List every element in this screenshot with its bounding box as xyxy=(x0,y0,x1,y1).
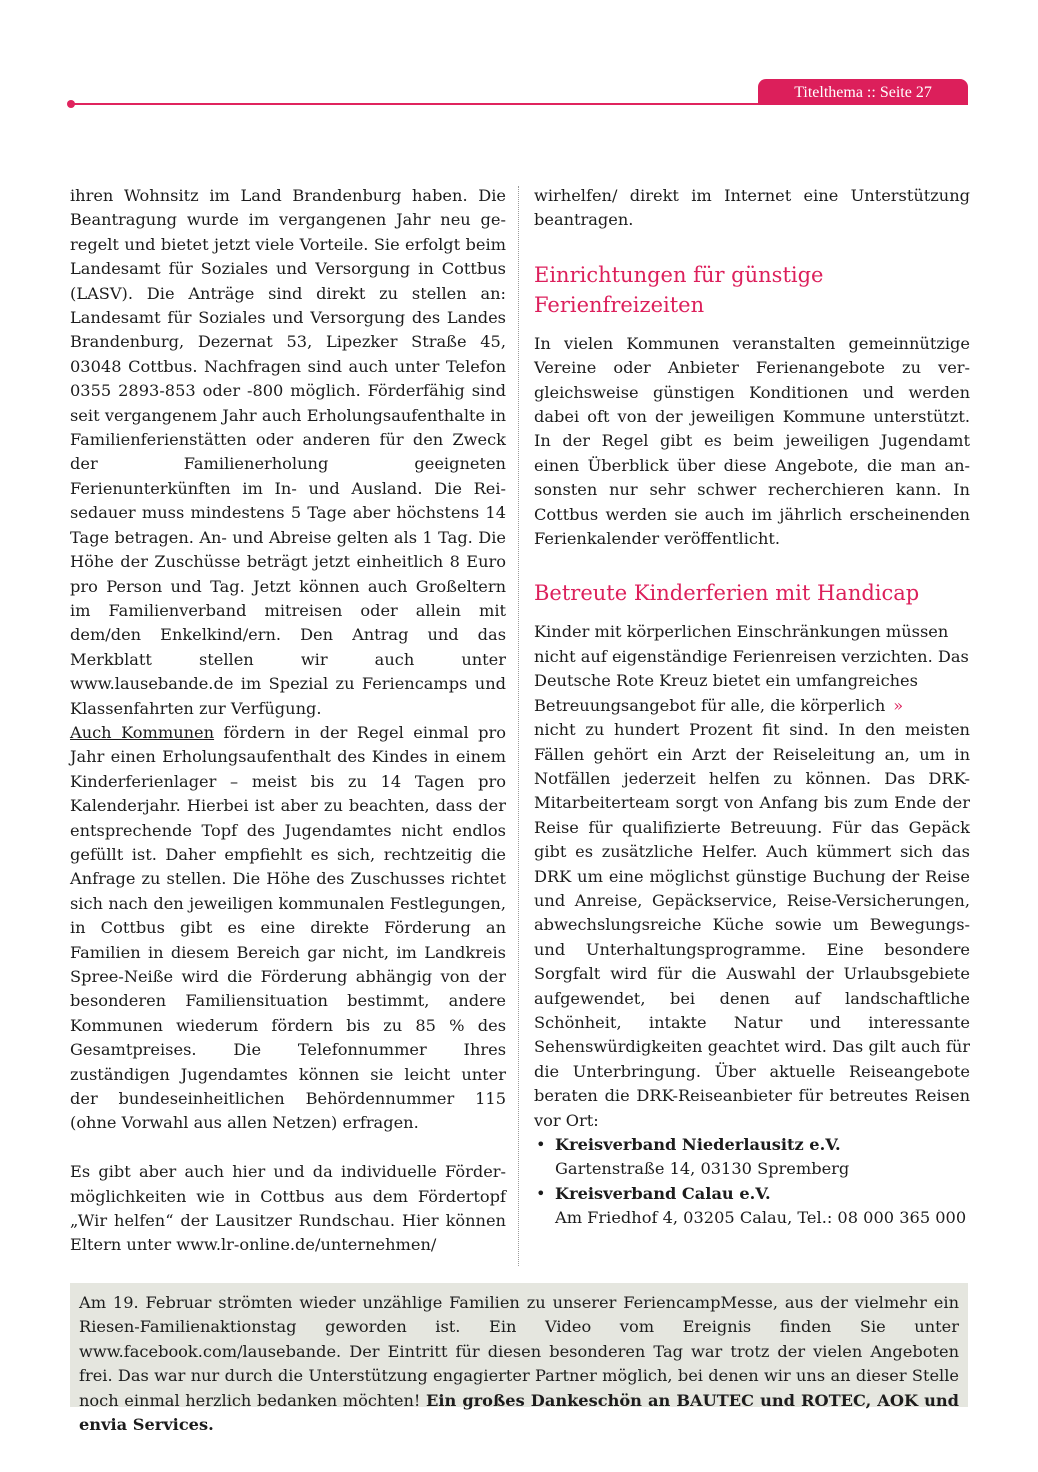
contact-address: Gartenstraße 14, 03130 Spremberg xyxy=(555,1159,850,1179)
paragraph-kommunen-body: fördern in der Regel einmal pro Jahr einen Erholungsaufenthalt des Kindes in einem Kinderferienlager – meist bis zu 14 Tagen pro Kalenderjahr. Hierbei ist aber zu beachten, dass der entsprechende Topf des Jugendamtes nicht endlos gefüllt ist. Daher empfiehlt es sich, rechtzeitig die Anfrage zu stellen. Die Höhe des Zuschusses richtet sich nach den jeweiligen kommunalen Festlegungen, in Cottbus gibt es eine direkte Förderung an Familien in diesem Bereich gar nicht, im Landkreis Spree-Neiße wird die Förderung abhängig von der besonderen Familiensituation bestimmt, andere Kommunen wiederum fördern bis zu 85 % des Gesamtpreises. Die Telefonnummer Ihres zuständigen Jugendamtes können sie leicht unter der bundeseinheitlichen Behördennummer 115 (ohne Vorwahl aus allen Netzen) erfragen. xyxy=(70,722,506,1133)
paragraph-individual-funding: Es gibt aber auch hier und da individuelle Fördermöglichkeiten wie in Cottbus aus dem Fördertopf „Wir helfen“ der Lausitzer Rundschau. Hier können Eltern unter www.lr-online.de/unternehmen/ xyxy=(70,1162,506,1255)
contact-name: Kreisverband Calau e.V. xyxy=(555,1183,771,1203)
paragraph-ferienfreizeiten: In vielen Kommunen veranstalten gemeinnützige Vereine oder Anbieter Ferienangebote zu vergleichsweise günstigen Konditionen und werden dabei oft von der jeweiligen Kommune unterstützt. In der Regel gibt es beim jeweiligen Jugendamt einen Überblick über diese Angebote, die man ansonsten nur sehr schwer recherchieren kann. In Cottbus werden sie auch im jährlich erscheinenden Ferienkalender veröffentlicht. xyxy=(534,333,970,549)
paragraph-handicap-body: nicht zu hundert Prozent fit sind. In den meisten Fällen gehört ein Arzt der Reiseleitung an, um in Notfällen jederzeit helfen zu können. Das DRK-Mitarbeiterteam sorgt von Anfang bis zum Ende der Reise für qualifizierte Betreuung. Für das Gepäck gibt es zusätzliche Helfer. Auch kümmert sich das DRK um eine möglichst günstige Buchung der Reise und Anreise, Gepäckservice, Reise-Versicherungen, abwechslungsreiche Küche sowie um Bewegungs- und Unterhaltungsprogramme. Eine besondere Sorgfalt wird für die Auswahl der Urlaubsgebiete aufgewendet, bei denen auf landschaftliche Schönheit, intakte Natur und interessante Sehenswürdigkeiten geachtet wird. Das gilt auch für die Unterbringung. Über aktuelle Reiseangebote beraten die DRK-Reiseanbieter für betreutes Reisen vor Ort: xyxy=(534,720,970,1130)
paragraph-apply-online: wirhelfen/ direkt im Internet eine Unterstützung beantragen. xyxy=(534,186,970,230)
contact-list xyxy=(534,1133,970,1231)
paragraph-funding-brandenburg: ihren Wohnsitz im Land Brandenburg haben. Die Beantragung wurde im vergangenen Jahr neu geregelt und bietet jetzt viele Vorteile. Sie erfolgt beim Landesamt für Soziales und Versorgung in Cottbus (LASV). Die Anträge sind direkt zu stellen an: Landesamt für Soziales und Versorgung des Landes Brandenburg, Dezernat 53, Lipezker Straße 45, 03048 Cottbus. Nachfragen sind auch unter Telefon 0355 2893-853 oder -800 möglich. Förderfähig sind seit vergangenem Jahr auch Erholungsaufenthalte in Familienferienstätten oder anderen für den Zweck der Familienerholung geeigneten Ferienunterkünften im In- und Ausland. Die Reisedauer muss mindestens 5 Tage aber höchstens 14 Tage betragen. An- und Abreise gelten als 1 Tag. Die Höhe der Zuschüsse beträgt jetzt einheitlich 8 Euro pro Person und Tag. Jetzt können auch Großeltern im Familienverband mitreisen oder allein mit dem/den Enkelkind/ern. Den Antrag und das Merkblatt stellen wir auch unter www.lausebande.de im Spezial zu Feriencamps und Klassenfahrten zur Verfügung. xyxy=(70,186,506,718)
paragraph-handicap-start: Kinder mit körperlichen Einschränkungen müssen nicht auf eigenständige Ferienreisen verzichten. Das Deutsche Rote Kreuz bietet ein umfangreiches Betreuungsangebot für alle, die körperlich xyxy=(534,622,969,715)
bullet-icon: • xyxy=(536,1135,546,1154)
contact-address: Am Friedhof 4, 03205 Calau, Tel.: 08 000 365 000 xyxy=(555,1208,967,1228)
paragraph-handicap-intro xyxy=(534,620,970,718)
paragraph-kommunen xyxy=(70,721,506,1136)
bullet-icon: • xyxy=(536,1183,546,1203)
left-column xyxy=(70,184,506,1258)
continue-arrow-icon: » xyxy=(893,695,904,715)
paragraph-lead-underlined: Auch Kommunen xyxy=(70,722,215,742)
column-divider xyxy=(518,186,519,1266)
contact-item xyxy=(534,1133,970,1182)
info-box-text: Am 19. Februar strömten wieder unzählige Familien zu unserer FeriencampMesse, aus der vielmehr ein Riesen-Familienaktionstag geworden ist. Ein Video vom Ereignis finden Sie unter www.facebook.com/lausebande. Der Eintritt für diesen besonderen Tag war trotz der vielen Angeboten frei. Das war nur durch die Unterstützung engagierter Partner möglich, bei denen wir uns an dieser Stelle noch einmal herzlich bedanken möchten! xyxy=(79,1293,959,1410)
contact-name: Kreisverband Niederlausitz e.V. xyxy=(555,1135,841,1154)
heading-ferienfreizeiten: Einrichtungen für günstige Ferienfreizeiten xyxy=(534,262,824,317)
right-column xyxy=(534,184,970,1231)
heading-handicap: Betreute Kinderferien mit Handicap xyxy=(534,581,920,606)
info-box-feriencampmesse xyxy=(70,1283,968,1435)
contact-item xyxy=(534,1182,970,1231)
info-box-thanks: Ein großes Dankeschön an BAUTEC und ROTEC, AOK und envia Services. xyxy=(79,1390,959,1435)
section-page-tab: Titelthema :: Seite 27 xyxy=(758,79,968,105)
